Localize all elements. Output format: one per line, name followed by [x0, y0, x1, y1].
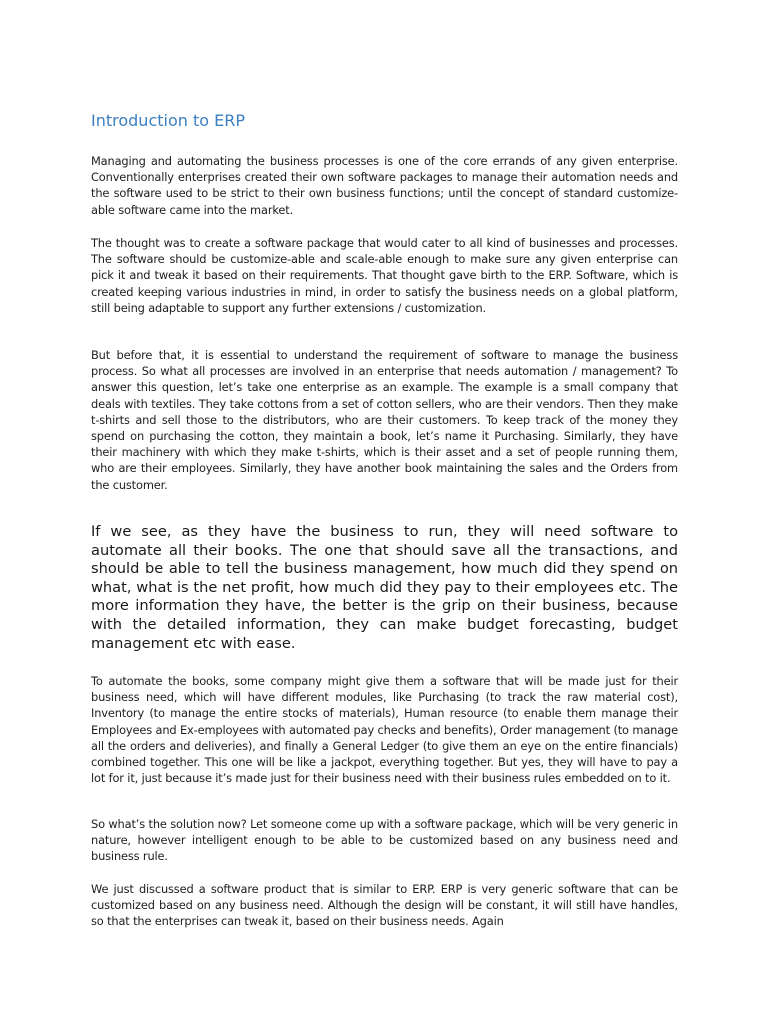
paragraph-erp: We just discussed a software product that is similar to ERP. ERP is very generic software that can be customized based on any business need. Although the design will be constant, it will still have handles, so that the enterprises can tweak it, based on their business needs. Again: [91, 882, 678, 929]
paragraph-custom-software: To automate the books, some company might give them a software that will be made just for their business need, which will have different modules, like Purchasing (to track the raw material cost), Inventory (to manage the entire stocks of materials), Human resource (to enable them manage their Employees and Ex-employees with automated pay checks and benefits), Order management (to manage all the orders and deliveries), and finally a General Ledger (to give them an eye on the entire financials) combined together. This one will be like a jackpot, everything together. But yes, they will have to pay a lot for it, just because it’s made just for their business need with their business rules embedded on to it.: [91, 674, 678, 786]
paragraph-automation-need: If we see, as they have the business to run, they will need software to automate all their books. The one that should save all the transactions, and should be able to tell the business management, how much did they spend on what, what is the net profit, how much did they pay to their employees etc. The more information they have, the better is the grip on their business, because with the detailed information, they can make budget forecasting, budget management etc with ease.: [91, 523, 678, 652]
page-title: Introduction to ERP: [91, 111, 245, 130]
paragraph-thought: The thought was to create a software package that would cater to all kind of businesses and processes. The software should be customize-able and scale-able enough to make sure any given enterprise can pick it and tweak it based on their requirements. That thought gave birth to the ERP. Software, which is created keeping various industries in mind, in order to satisfy the business needs on a global platform, still being adaptable to support any further extensions / customization.: [91, 236, 678, 315]
paragraph-intro: Managing and automating the business processes is one of the core errands of any given enterprise. Conventionally enterprises created their own software packages to manage their automation needs and the software used to be strict to their own business functions; until the concept of standard customize-able software came into the market.: [91, 154, 678, 217]
paragraph-solution: So what’s the solution now? Let someone come up with a software package, which will be very generic in nature, however intelligent enough to be able to be customized based on any business need and business rule.: [91, 817, 678, 864]
paragraph-example: But before that, it is essential to understand the requirement of software to manage the business process. So what all processes are involved in an enterprise that needs automation / management? To answer this question, let’s take one enterprise as an example. The example is a small company that deals with textiles. They take cottons from a set of cotton sellers, who are their vendors. Then they make t-shirts and sell those to the distributors, who are their customers. To keep track of the money they spend on purchasing the cotton, they maintain a book, let’s name it Purchasing. Similarly, they have their machinery with which they make t-shirts, which is their asset and a set of people running them, who are their employees. Similarly, they have another book maintaining the sales and the Orders from the customer.: [91, 348, 678, 492]
